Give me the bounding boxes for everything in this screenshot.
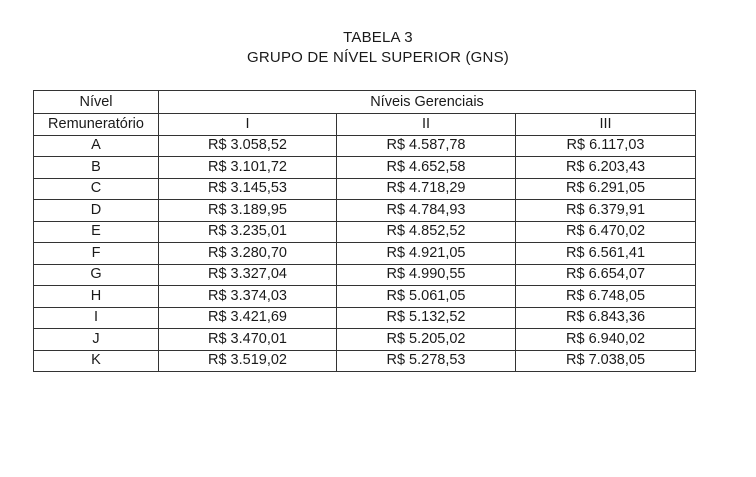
value-cell: R$ 6.561,41 <box>516 243 696 265</box>
value-cell: R$ 5.132,52 <box>337 307 516 329</box>
salary-table <box>33 90 696 372</box>
value-cell: R$ 6.940,02 <box>516 329 696 351</box>
header-row-bottom <box>34 114 696 136</box>
value-cell: R$ 7.038,05 <box>516 350 696 372</box>
table-row <box>34 157 696 179</box>
level-cell: D <box>34 200 159 222</box>
value-cell: R$ 6.748,05 <box>516 286 696 308</box>
value-cell: R$ 4.921,05 <box>337 243 516 265</box>
level-cell: J <box>34 329 159 351</box>
level-cell: C <box>34 178 159 200</box>
table-row <box>34 135 696 157</box>
value-cell: R$ 6.291,05 <box>516 178 696 200</box>
table-row <box>34 264 696 286</box>
table-row <box>34 243 696 265</box>
value-cell: R$ 6.203,43 <box>516 157 696 179</box>
header-level-bottom: Remuneratório <box>34 114 159 136</box>
value-cell: R$ 3.470,01 <box>159 329 337 351</box>
table-row <box>34 350 696 372</box>
value-cell: R$ 3.058,52 <box>159 135 337 157</box>
level-cell: I <box>34 307 159 329</box>
value-cell: R$ 4.587,78 <box>337 135 516 157</box>
value-cell: R$ 3.421,69 <box>159 307 337 329</box>
value-cell: R$ 4.784,93 <box>337 200 516 222</box>
column-header-i: I <box>159 114 337 136</box>
value-cell: R$ 3.101,72 <box>159 157 337 179</box>
level-cell: G <box>34 264 159 286</box>
table-row <box>34 286 696 308</box>
level-cell: B <box>34 157 159 179</box>
value-cell: R$ 3.280,70 <box>159 243 337 265</box>
value-cell: R$ 3.519,02 <box>159 350 337 372</box>
value-cell: R$ 4.852,52 <box>337 221 516 243</box>
header-group: Níveis Gerenciais <box>159 91 696 114</box>
value-cell: R$ 3.145,53 <box>159 178 337 200</box>
column-header-ii: II <box>337 114 516 136</box>
level-cell: A <box>34 135 159 157</box>
value-cell: R$ 5.061,05 <box>337 286 516 308</box>
value-cell: R$ 3.327,04 <box>159 264 337 286</box>
value-cell: R$ 6.843,36 <box>516 307 696 329</box>
column-header-iii: III <box>516 114 696 136</box>
table-row <box>34 221 696 243</box>
value-cell: R$ 3.189,95 <box>159 200 337 222</box>
level-cell: F <box>34 243 159 265</box>
value-cell: R$ 4.652,58 <box>337 157 516 179</box>
value-cell: R$ 3.235,01 <box>159 221 337 243</box>
table-group-title: GRUPO DE NÍVEL SUPERIOR (GNS) <box>247 49 509 66</box>
table-row <box>34 307 696 329</box>
value-cell: R$ 6.654,07 <box>516 264 696 286</box>
header-row-top <box>34 91 696 114</box>
level-cell: H <box>34 286 159 308</box>
table-row <box>34 200 696 222</box>
table-row <box>34 329 696 351</box>
value-cell: R$ 4.990,55 <box>337 264 516 286</box>
header-level-top: Nível <box>34 91 159 114</box>
value-cell: R$ 3.374,03 <box>159 286 337 308</box>
level-cell: E <box>34 221 159 243</box>
value-cell: R$ 5.278,53 <box>337 350 516 372</box>
table-number-title: TABELA 3 <box>343 29 413 46</box>
value-cell: R$ 5.205,02 <box>337 329 516 351</box>
value-cell: R$ 6.117,03 <box>516 135 696 157</box>
table-row <box>34 178 696 200</box>
value-cell: R$ 6.379,91 <box>516 200 696 222</box>
value-cell: R$ 6.470,02 <box>516 221 696 243</box>
level-cell: K <box>34 350 159 372</box>
value-cell: R$ 4.718,29 <box>337 178 516 200</box>
